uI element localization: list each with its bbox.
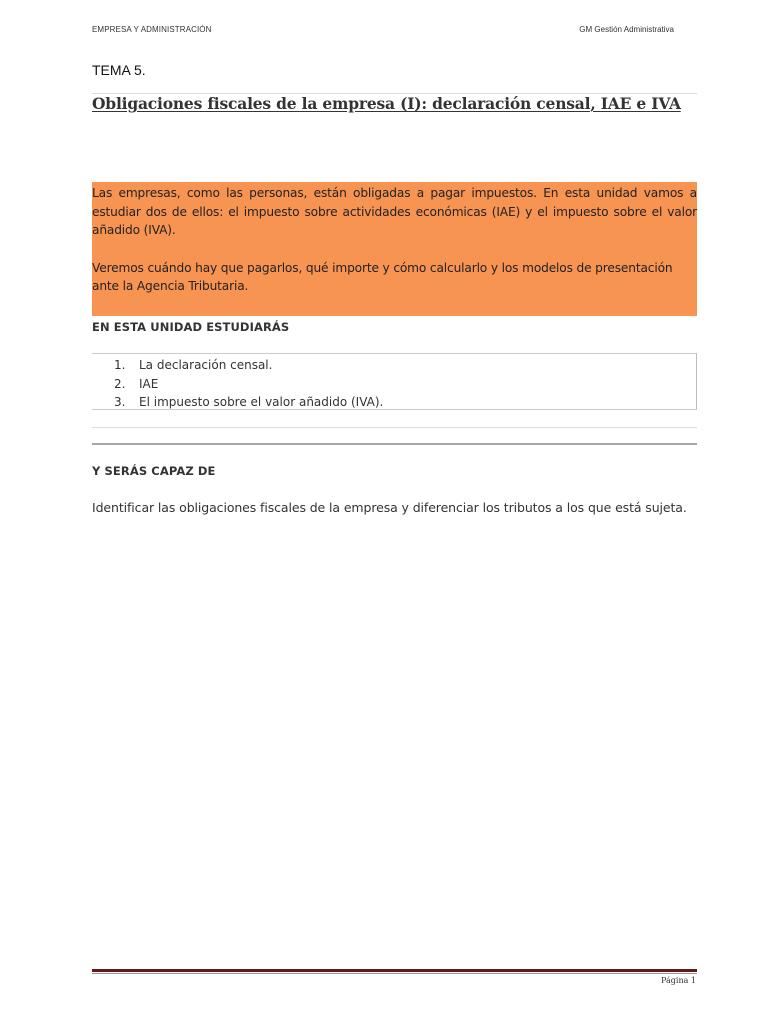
list-item-text: IAE [139,376,159,391]
intro-paragraph-1: Las empresas, como las personas, están obligadas a pagar impuestos. En esta unidad vamos a estudiar dos de ellos: el impuesto sobre actividades económicas (IAE) y el impuesto sobre el valor añadido (IVA). [92,186,697,237]
study-heading: EN ESTA UNIDAD ESTUDIARÁS [92,320,290,334]
list-item [114,375,383,394]
list-item [114,356,383,375]
study-list [114,356,383,412]
list-item-text: La declaración censal. [139,358,273,372]
footer-rule-secondary [92,973,697,974]
list-item-text: El impuesto sobre el valor añadido (IVA). [139,395,384,409]
list-item-number: 2. [114,376,126,391]
page-number: Página 1 [660,976,696,985]
intro-box [92,182,697,316]
capable-heading: Y SERÁS CAPAZ DE [92,464,216,478]
unit-title: Obligaciones fiscales de la empresa (I): declaración censal, IAE e IVA [92,94,681,113]
capable-text: Identificar las obligaciones fiscales de la empresa y diferenciar los tributos a los que está sujeta. [92,500,687,515]
header-course: GM Gestión Administrativa [579,25,674,34]
header-subject: EMPRESA Y ADMINISTRACIÓN [92,25,212,34]
intro-paragraph-2: Veremos cuándo hay que pagarlos, qué importe y cómo calcularlo y los modelos de presentación ante la Agencia Tributaria. [92,260,673,293]
study-list-box [92,353,697,410]
list-item [114,393,383,412]
list-item-number: 3. [114,395,126,409]
list-item-number: 1. [114,358,126,372]
footer-rule [92,969,697,972]
section-divider [92,443,697,445]
unit-label: TEMA 5. [92,62,146,78]
section-divider-thin [92,427,697,428]
